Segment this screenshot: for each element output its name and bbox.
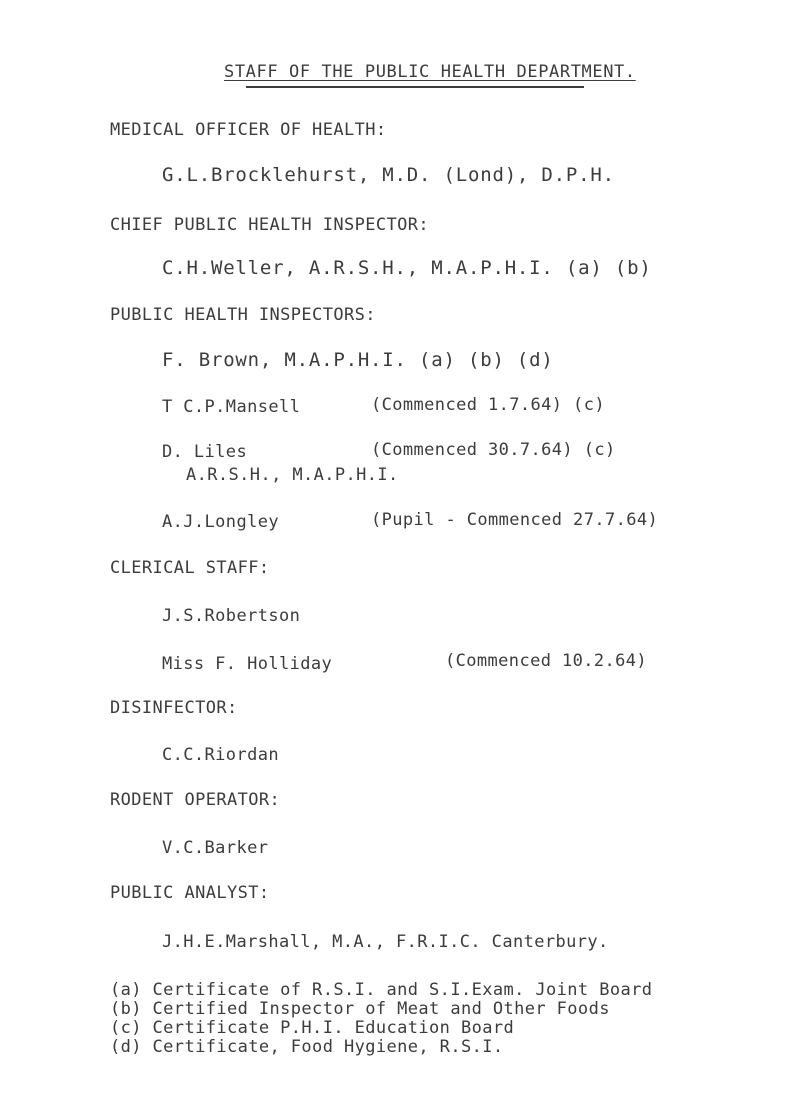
cphi-heading: CHIEF PUBLIC HEALTH INSPECTOR: <box>110 215 430 235</box>
phi-staff-qualifications: A.R.S.H., M.A.P.H.I. <box>186 465 399 485</box>
cphi-name: C.H.Weller, A.R.S.H., M.A.P.H.I. (a) (b) <box>162 257 652 279</box>
phi-heading: PUBLIC HEALTH INSPECTORS: <box>110 305 376 325</box>
analyst-name: J.H.E.Marshall, M.A., F.R.I.C. Canterbury. <box>162 932 609 952</box>
footnote: (d) Certificate, Food Hygiene, R.S.I. <box>110 1037 504 1057</box>
phi-staff-note: (Commenced 30.7.64) (c) <box>371 440 616 460</box>
disinfector-name: C.C.Riordan <box>162 745 279 765</box>
analyst-heading: PUBLIC ANALYST: <box>110 883 270 903</box>
moh-heading: MEDICAL OFFICER OF HEALTH: <box>110 120 387 140</box>
phi-staff-name: D. Liles <box>162 442 248 462</box>
footnote: (a) Certificate of R.S.I. and S.I.Exam. Joint Board <box>110 980 653 1000</box>
phi-staff-note: (Pupil - Commenced 27.7.64) <box>371 510 659 530</box>
clerical-heading: CLERICAL STAFF: <box>110 558 270 578</box>
title-underline <box>246 86 584 88</box>
footnote: (c) Certificate P.H.I. Education Board <box>110 1018 515 1038</box>
clerical-staff-note: (Commenced 10.2.64) <box>445 651 648 671</box>
clerical-staff-name: J.S.Robertson <box>162 606 301 626</box>
rodent-name: V.C.Barker <box>162 838 269 858</box>
clerical-staff-name: Miss F. Holliday <box>162 654 333 674</box>
phi-staff-name: F. Brown, M.A.P.H.I. (a) (b) (d) <box>162 349 554 371</box>
footnote: (b) Certified Inspector of Meat and Other Foods <box>110 999 610 1019</box>
moh-name: G.L.Brocklehurst, M.D. (Lond), D.P.H. <box>162 164 615 186</box>
disinfector-heading: DISINFECTOR: <box>110 698 238 718</box>
phi-staff-name: T C.P.Mansell <box>162 397 301 417</box>
page-title: STAFF OF THE PUBLIC HEALTH DEPARTMENT. <box>224 62 636 82</box>
phi-staff-note: (Commenced 1.7.64) (c) <box>371 395 605 415</box>
phi-staff-name: A.J.Longley <box>162 512 279 532</box>
rodent-heading: RODENT OPERATOR: <box>110 790 281 810</box>
